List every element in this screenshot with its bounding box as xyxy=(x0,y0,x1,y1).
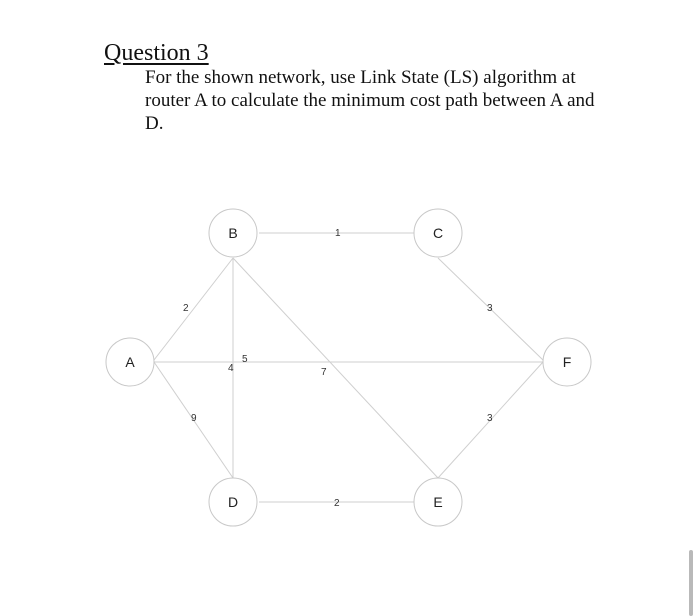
weight-a-f: 5 xyxy=(242,354,248,365)
node-label-b: B xyxy=(228,225,238,241)
weight-e-f: 3 xyxy=(487,413,493,424)
node-b xyxy=(209,209,257,257)
edges xyxy=(154,233,543,502)
weight-b-e: 7 xyxy=(321,367,327,378)
node-d xyxy=(209,478,257,526)
node-label-c: C xyxy=(432,225,444,241)
node-label-a: A xyxy=(125,354,135,370)
node-label-e: E xyxy=(433,494,443,510)
node-c xyxy=(414,209,462,257)
weight-d-e: 2 xyxy=(334,498,340,509)
edge-weights xyxy=(183,228,493,509)
nodes xyxy=(106,209,591,526)
weight-b-c: 1 xyxy=(335,228,341,239)
node-a xyxy=(106,338,154,386)
edge-a-b xyxy=(154,258,233,360)
node-label-d: D xyxy=(227,494,239,510)
question-text: For the shown network, use Link State (LS) algorithm at router A to calculate the minimum cost path between A and D. xyxy=(145,67,595,134)
node-label-f: F xyxy=(562,354,572,370)
weight-a-d: 9 xyxy=(191,413,197,424)
weight-c-f: 3 xyxy=(487,303,493,314)
node-e xyxy=(414,478,462,526)
edge-b-e xyxy=(233,258,438,478)
vertical-scrollbar[interactable] xyxy=(689,550,693,616)
node-f xyxy=(543,338,591,386)
weight-a-b: 2 xyxy=(183,303,189,314)
weight-b-d: 4 xyxy=(228,363,234,374)
question-heading: Question 3 xyxy=(104,40,209,66)
